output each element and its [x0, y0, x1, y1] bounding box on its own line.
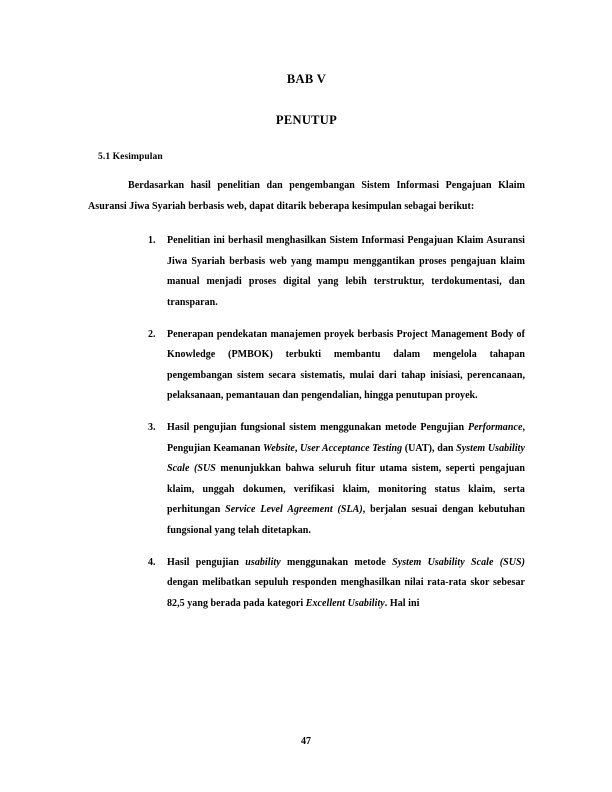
list-item [88, 231, 525, 313]
text-run: . Hal ini [384, 597, 420, 609]
list-item-marker: 3. [148, 421, 156, 433]
text-run: , Pengujian Keamanan [167, 421, 525, 454]
list-item-marker: 1. [148, 235, 156, 247]
text-run: , berjalan sesuai dengan kebutuhan fungsional yang telah ditetapkan. [167, 504, 525, 536]
emphasized-term: User Acceptance Testing [300, 442, 403, 454]
conclusions-list [88, 231, 525, 614]
text-run: dengan melibatkan sepuluh responden menghasilkan nilai rata-rata skor sebesar 82,5 yang berada pada kategori [167, 577, 525, 609]
list-item-text: Penerapan pendekatan manajemen proyek berbasis Project Management Body of Knowledge (PMBOK) terbukti membantu dalam mengelola tahapan pengembangan sistem secara sistematis, mulai dari tahap inisiasi, perencanaan, pelaksanaan, pemantauan dan pengendalian, hingga penutupan proyek. [167, 328, 525, 402]
text-run: Hasil pengujian fungsional sistem menggunakan metode Pengujian [167, 421, 468, 433]
section-heading-kesimpulan: 5.1 Kesimpulan [98, 152, 163, 162]
text-run: , [294, 442, 301, 454]
emphasized-term: Excellent Usability [305, 597, 385, 609]
text-run: menunjukkan bahwa seluruh fitur utama sistem, seperti pengajuan klaim, unggah dokumen, verifikasi klaim, monitoring status klaim, serta perhitungan [167, 463, 525, 516]
emphasized-term: System Usability Scale (SUS [167, 442, 525, 475]
list-item-text [167, 422, 525, 536]
list-item [88, 418, 525, 542]
page-number: 47 [301, 736, 311, 747]
emphasized-term: Service Level Agreement (SLA) [225, 504, 363, 516]
text-run: (UAT), dan [402, 442, 457, 454]
emphasized-term: usability [245, 556, 281, 568]
emphasized-term: Website [263, 442, 295, 454]
list-item-marker: 2. [148, 328, 156, 340]
page-content [88, 72, 525, 625]
emphasized-term: Performance [468, 421, 523, 433]
list-item [88, 553, 525, 615]
text-run: menggunakan metode [280, 556, 393, 568]
text-run: Hasil pengujian [167, 556, 246, 568]
list-item-text: Penelitian ini berhasil menghasilkan Sistem Informasi Pengajuan Klaim Asuransi Jiwa Syariah berbasis web yang mampu menggantikan proses pengajuan klaim manual menjadi proses digital yang lebih terstruktur, terdokumentasi, dan transparan. [167, 235, 525, 308]
list-item-text [167, 557, 525, 609]
intro-paragraph: Berdasarkan hasil penelitian dan pengembangan Sistem Informasi Pengajuan Klaim Asuransi Jiwa Syariah berbasis web, dapat ditarik beberapa kesimpulan sebagai berikut: [88, 180, 525, 212]
chapter-title-heading: PENUTUP [275, 113, 338, 127]
chapter-number-heading: BAB V [286, 72, 327, 86]
list-item [88, 325, 525, 407]
list-item-marker: 4. [148, 556, 156, 568]
emphasized-term: System Usability Scale (SUS) [392, 556, 525, 568]
